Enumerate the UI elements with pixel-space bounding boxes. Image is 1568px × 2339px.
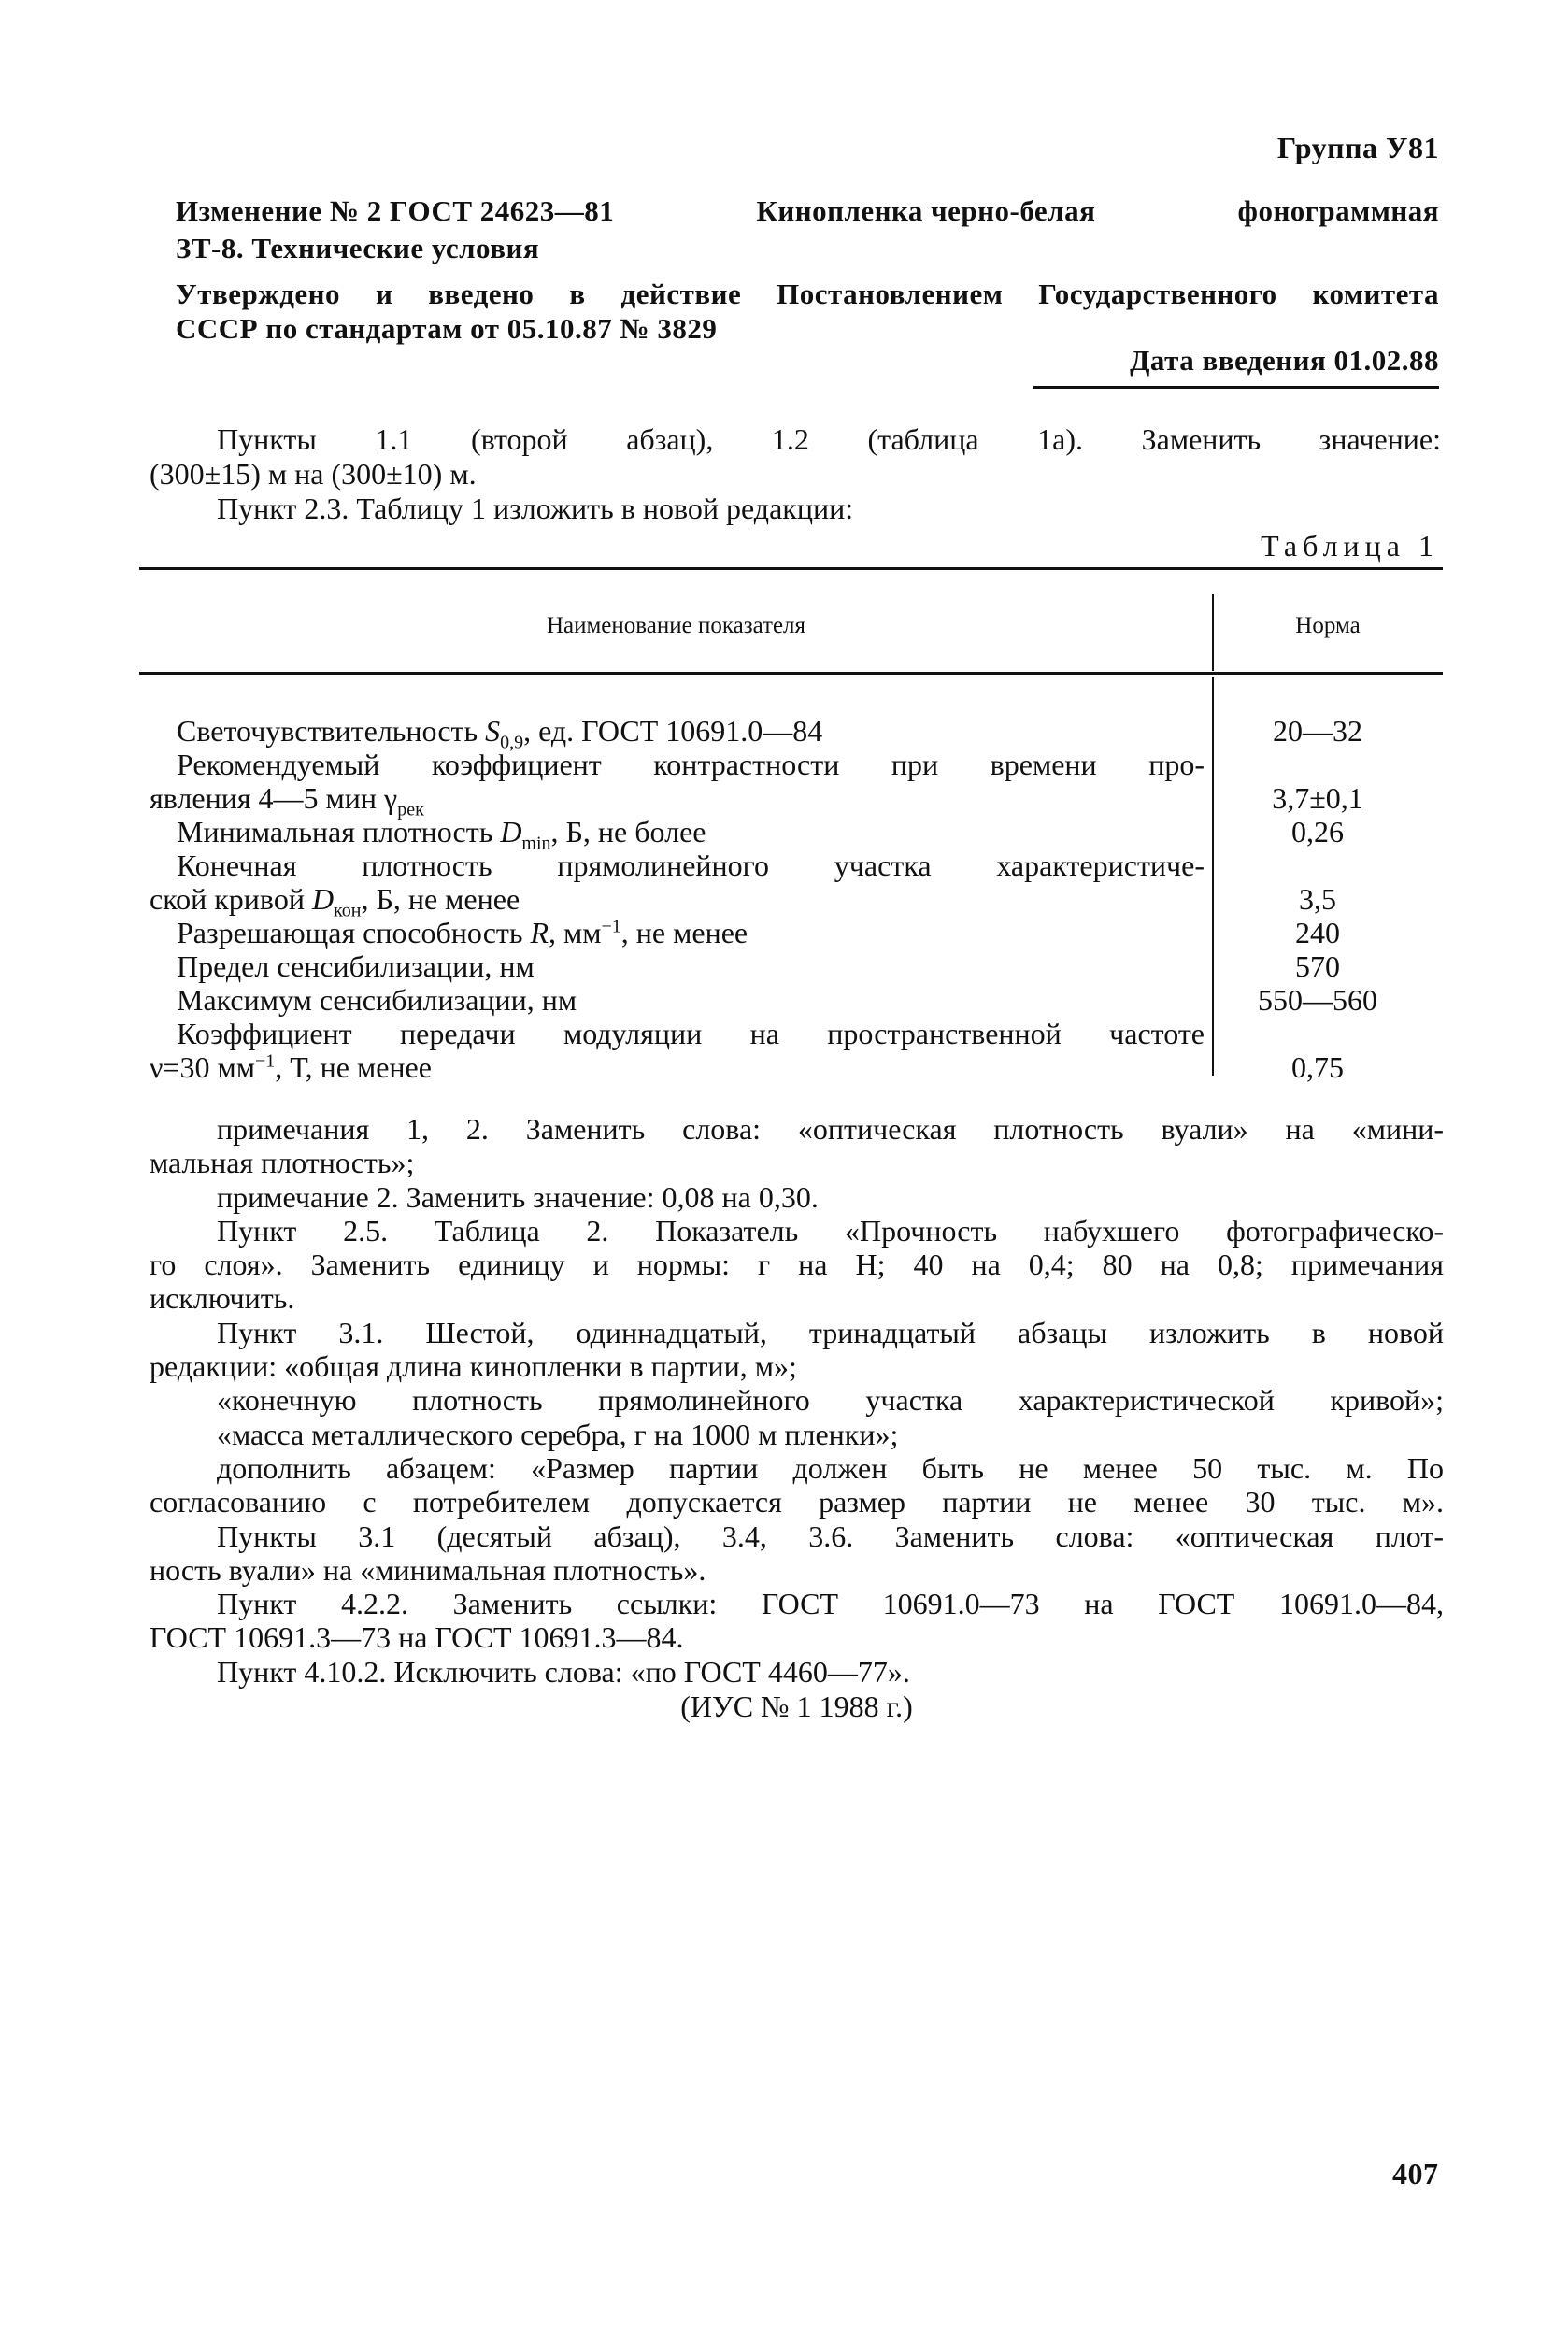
effective-date: Дата введения 01.02.88 xyxy=(1130,344,1439,377)
row-value: 0,26 xyxy=(1291,815,1344,849)
symbol: R xyxy=(530,916,549,949)
source-reference: (ИУС № 1 1988 г.) xyxy=(680,1690,913,1723)
table-body xyxy=(150,714,1448,1088)
date-underline xyxy=(1033,386,1439,389)
table-row: Конечная плотность прямолинейного участка характеристиче- xyxy=(177,849,1205,882)
table-header-rule xyxy=(139,672,1443,675)
subscript: рек xyxy=(397,799,424,820)
intro-line: Пункты 1.1 (второй абзац), 1.2 (таблица 1а). Заменить значение: xyxy=(217,422,1441,456)
note-line: мальная плотность»; xyxy=(150,1146,415,1180)
approval-line-cont: СССР по стандартам от 05.10.87 № 3829 xyxy=(176,312,718,345)
row-label: Разрешающая способность xyxy=(177,916,531,949)
row-label: , Т, не менее xyxy=(275,1050,432,1084)
row-value: 550—560 xyxy=(1258,983,1377,1017)
title-part: фонограммная xyxy=(1237,194,1439,227)
document-title-cont: ЗТ-8. Технические условия xyxy=(176,232,540,264)
row-label: явления 4—5 мин γ xyxy=(150,781,398,815)
row-label: Светочувствительность xyxy=(177,714,486,748)
row-value: 0,75 xyxy=(1291,1050,1344,1084)
row-value: 3,5 xyxy=(1299,882,1336,916)
row-value: 20—32 xyxy=(1273,714,1362,748)
table-row xyxy=(177,916,748,949)
subscript: min xyxy=(521,833,551,854)
page-number: 407 xyxy=(1392,2157,1439,2190)
table-top-rule xyxy=(139,567,1443,570)
group-code: Группа У81 xyxy=(1276,131,1439,164)
note-line: согласованию с потребителем допускается размер партии не менее 30 тыс. м». xyxy=(150,1485,1444,1519)
table-row: Рекомендуемый коэффициент контрастности при времени про- xyxy=(177,748,1205,781)
amendment-notes xyxy=(150,1112,1444,1689)
note-line: Пункт 4.2.2. Заменить ссылки: ГОСТ 10691.0—73 на ГОСТ 10691.0—84, xyxy=(217,1587,1444,1621)
table-row xyxy=(177,714,823,753)
table-row xyxy=(177,815,706,854)
note-line: редакции: «общая длина кинопленки в партии, м»; xyxy=(150,1349,797,1384)
subscript: кон xyxy=(334,900,362,921)
note-line: исключить. xyxy=(150,1281,295,1316)
row-label: Минимальная плотность xyxy=(177,815,501,849)
row-label: , Б, не более xyxy=(550,815,706,849)
subscript: 0,9 xyxy=(500,732,524,753)
row-label: , не менее xyxy=(620,916,748,949)
table-header-norm: Норма xyxy=(1295,613,1361,638)
note-line: Пункт 3.1. Шестой, одиннадцатый, тринадцатый абзацы изложить в новой xyxy=(217,1315,1444,1349)
note-line: ГОСТ 10691.3—73 на ГОСТ 10691.3—84. xyxy=(150,1620,684,1655)
symbol: D xyxy=(311,882,335,916)
note-line: го слоя». Заменить единицу и нормы: г на Н; 40 на 0,4; 80 на 0,8; примечания xyxy=(150,1248,1444,1282)
row-label: , ед. ГОСТ 10691.0—84 xyxy=(523,714,823,748)
table-row-cont xyxy=(150,781,424,820)
intro-line: (300±15) м на (300±10) м. xyxy=(150,457,477,491)
table-row: Максимум сенсибилизации, нм xyxy=(177,983,577,1017)
table-row: Коэффициент передачи модуляции на пространственной частоте xyxy=(177,1017,1205,1050)
document-title xyxy=(176,194,1439,228)
row-label: , мм xyxy=(549,916,602,949)
note-line: «масса металлического серебра, г на 1000 м пленки»; xyxy=(217,1417,899,1451)
note-line: Пункт 4.10.2. Исключить слова: «по ГОСТ 4460—77». xyxy=(217,1654,910,1689)
intro-line: Пункт 2.3. Таблицу 1 изложить в новой редакции: xyxy=(217,492,854,525)
row-label: ской кривой xyxy=(150,882,312,916)
title-part: Изменение № 2 ГОСТ 24623—81 xyxy=(176,194,615,227)
note-line: Пункты 3.1 (десятый абзац), 3.4, 3.6. Заменить слова: «оптическая плот- xyxy=(217,1519,1444,1553)
title-part: Кинопленка черно-белая xyxy=(756,194,1096,227)
note-line: «конечную плотность прямолинейного участка характеристической кривой»; xyxy=(217,1383,1444,1418)
table-row: Предел сенсибилизации, нм xyxy=(177,949,535,983)
symbol: D xyxy=(500,815,522,849)
note-line: Пункт 2.5. Таблица 2. Показатель «Прочность набухшего фотографическо- xyxy=(217,1213,1444,1248)
note-line: ность вуали» на «минимальная плотность». xyxy=(150,1552,706,1587)
row-value: 570 xyxy=(1295,949,1340,983)
row-value: 240 xyxy=(1295,916,1340,949)
table-header-name: Наименование показателя xyxy=(546,613,806,638)
symbol: S xyxy=(485,714,501,748)
table-row-cont xyxy=(150,1050,432,1084)
row-label: , Б, не менее xyxy=(361,882,520,916)
row-label: ν=30 мм xyxy=(150,1050,256,1084)
superscript: −1 xyxy=(255,1050,276,1072)
table-row-cont xyxy=(150,882,520,921)
row-value: 3,7±0,1 xyxy=(1272,781,1363,815)
note-line: примечание 2. Заменить значение: 0,08 на 0,30. xyxy=(217,1179,819,1214)
note-line: дополнить абзацем: «Размер партии должен быть не менее 50 тыс. м. По xyxy=(217,1450,1444,1485)
table-caption: Таблица 1 xyxy=(1261,529,1439,563)
table-column-divider xyxy=(1212,594,1214,671)
approval-line: Утверждено и введено в действие Постановлением Государственного комитета xyxy=(176,278,1439,310)
note-line: примечания 1, 2. Заменить слова: «оптическая плотность вуали» на «мини- xyxy=(217,1112,1444,1146)
superscript: −1 xyxy=(601,916,621,937)
